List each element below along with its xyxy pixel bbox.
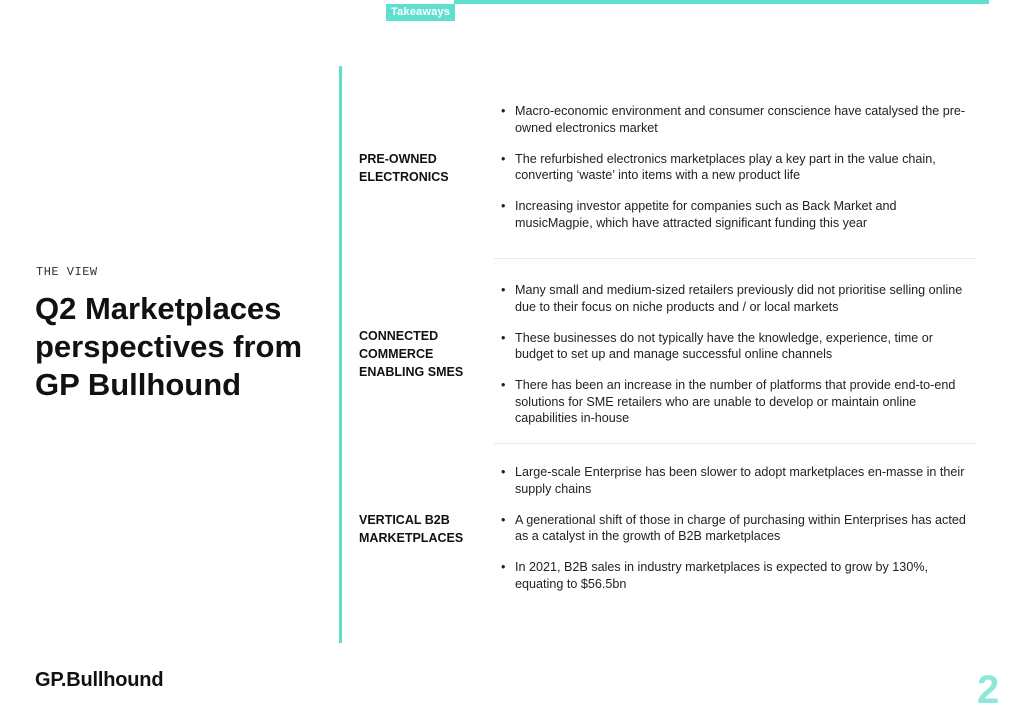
- list-item: • Many small and medium-sized retailers previously did not prioritise selling online due to their focus on niche products and / or local markets: [501, 282, 971, 315]
- bullet-list: [501, 464, 971, 607]
- list-item: • Increasing investor appetite for companies such as Back Market and musicMagpie, which have attracted significant funding this year: [501, 198, 971, 231]
- page-number: 2: [977, 668, 1000, 712]
- list-item: • Large-scale Enterprise has been slower to adopt marketplaces en-masse in their supply chains: [501, 464, 971, 497]
- takeaways-tag: Takeaways: [386, 4, 455, 21]
- top-accent-line: [454, 0, 989, 4]
- section-separator: [494, 258, 976, 259]
- bullet-list: [501, 282, 971, 441]
- section-pre-owned-electronics: [359, 103, 979, 243]
- section-label: VERTICAL B2B MARKETPLACES: [359, 513, 464, 545]
- eyebrow-label: THE VIEW: [36, 265, 98, 279]
- section-label: PRE-OWNED ELECTRONICS: [359, 152, 449, 184]
- list-item: • The refurbished electronics marketplaces play a key part in the value chain, converting ‘waste’ into items with a new product life: [501, 151, 971, 184]
- bullet-list: [501, 103, 971, 246]
- list-item: • A generational shift of those in charge of purchasing within Enterprises has acted as a catalyst in the growth of B2B marketplaces: [501, 512, 971, 545]
- list-item: • Macro-economic environment and consumer conscience have catalysed the pre-owned electronics market: [501, 103, 971, 136]
- section-connected-commerce: [359, 282, 979, 432]
- gp-bullhound-logo: GP.Bullhound: [35, 669, 164, 691]
- page-title: Q2 Marketplaces perspectives from GP Bullhound: [35, 291, 303, 402]
- list-item: • In 2021, B2B sales in industry marketplaces is expected to grow by 130%, equating to $56.5bn: [501, 559, 971, 592]
- list-item: • These businesses do not typically have the knowledge, experience, time or budget to set up and manage successful online channels: [501, 330, 971, 363]
- section-separator: [494, 443, 976, 444]
- section-label: CONNECTED COMMERCE ENABLING SMES: [359, 329, 464, 379]
- list-item: • There has been an increase in the number of platforms that provide end-to-end solutions for SME retailers who are unable to develop or maintain online capabilities in-house: [501, 377, 971, 427]
- section-vertical-b2b: [359, 464, 979, 604]
- vertical-divider: [339, 66, 342, 643]
